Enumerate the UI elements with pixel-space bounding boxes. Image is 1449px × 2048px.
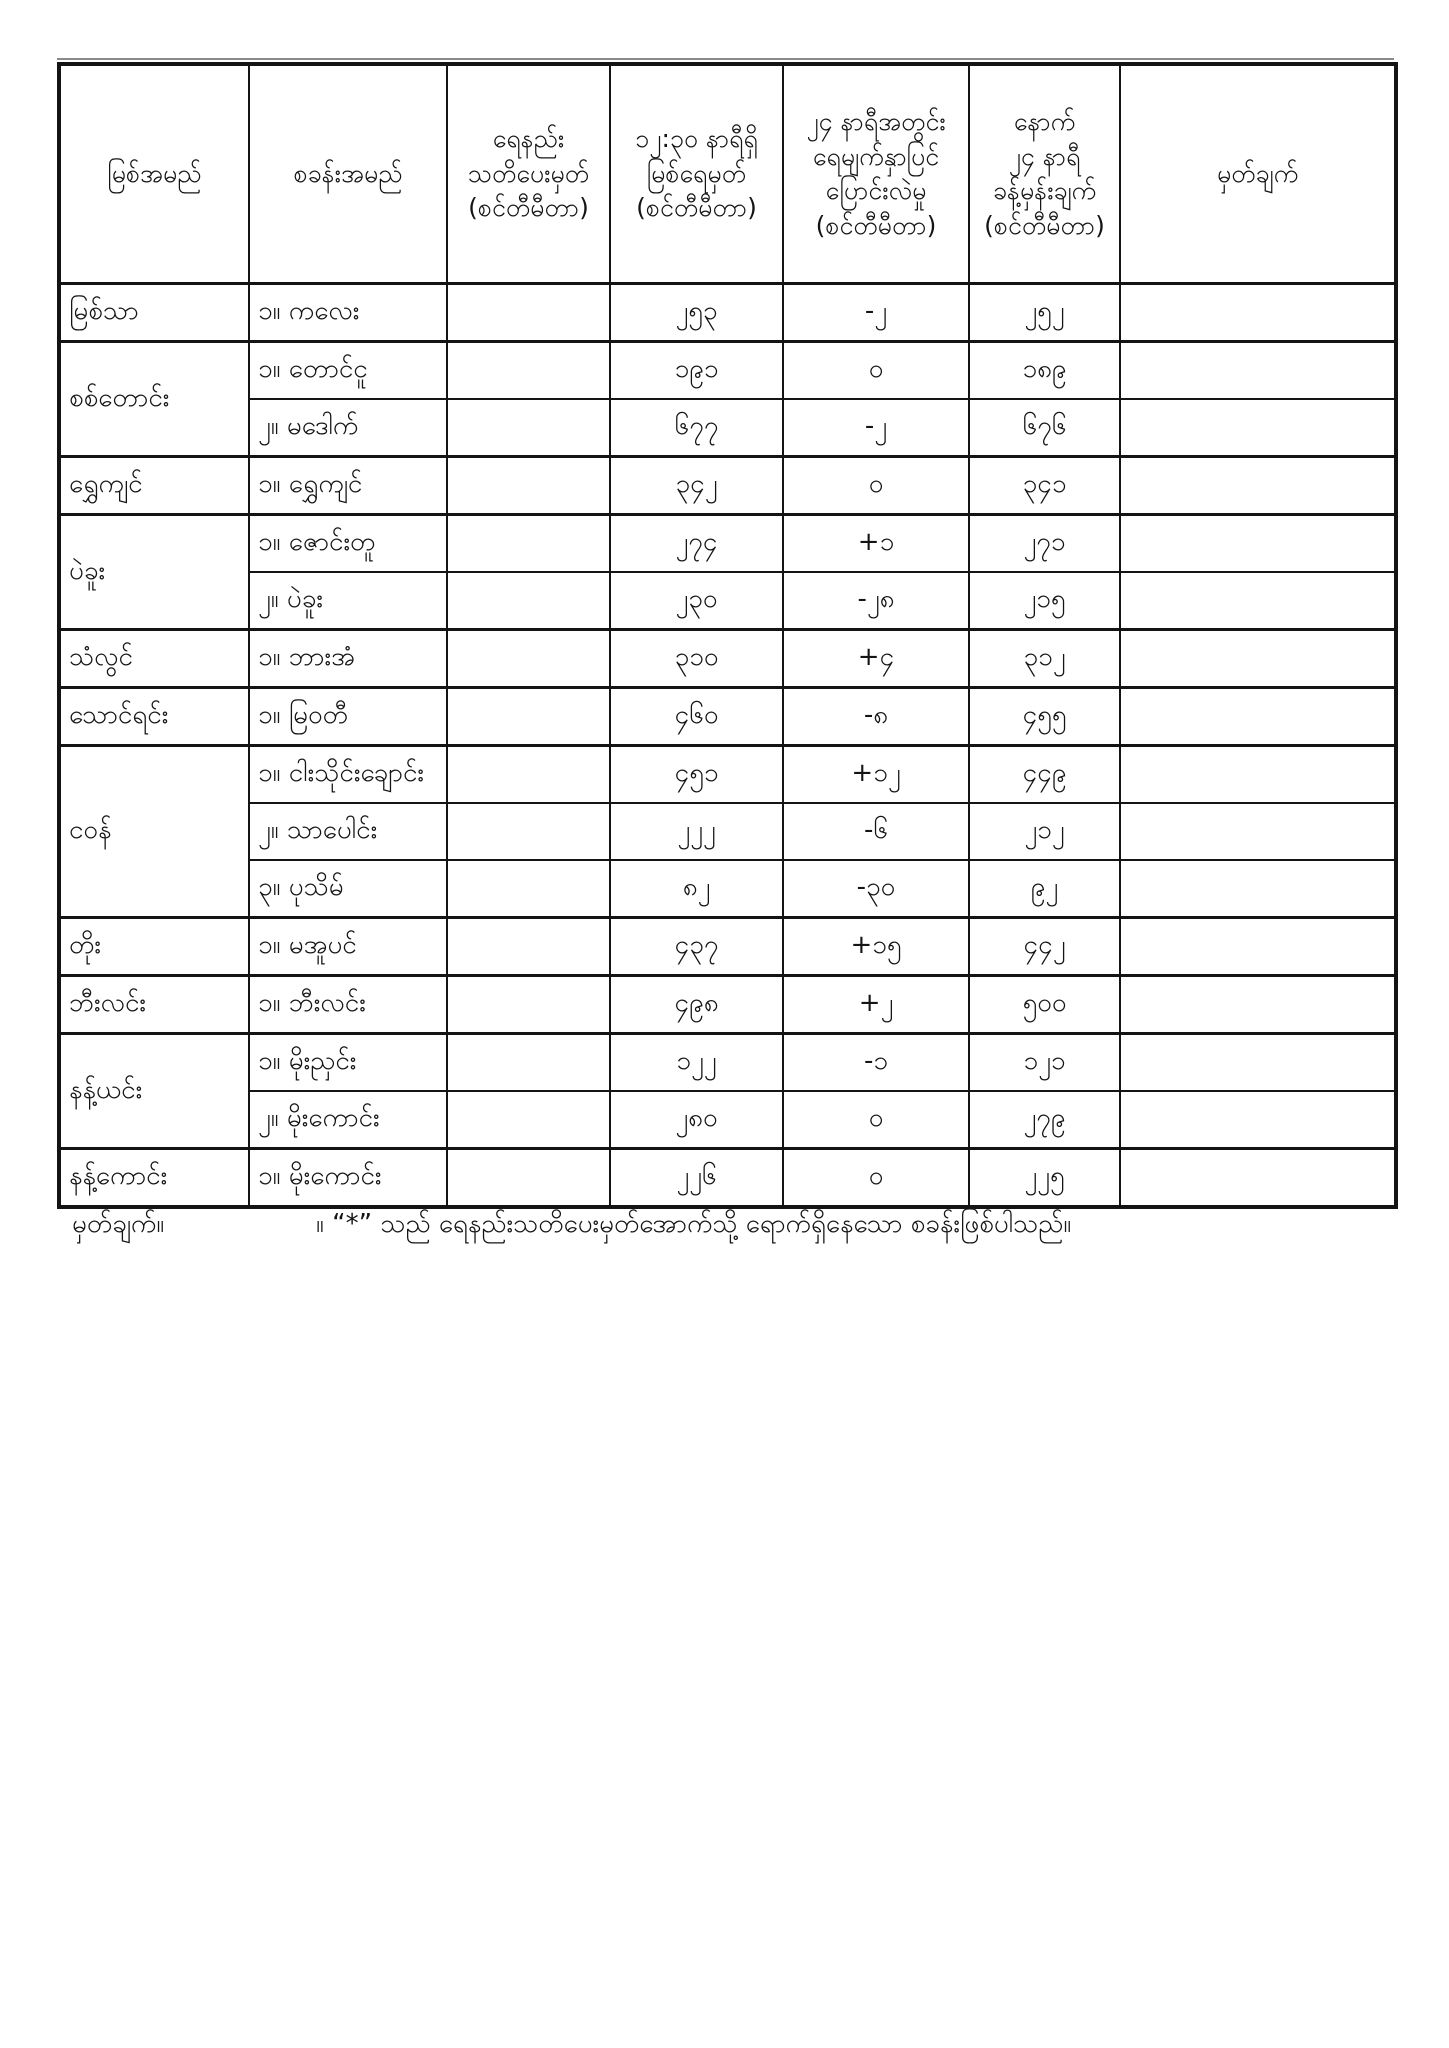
scan-artifact-line xyxy=(57,58,1394,60)
remark-cell xyxy=(1120,1091,1396,1149)
remark-cell xyxy=(1120,860,1396,918)
forecast-24h-cell: ၃၁၂ xyxy=(969,630,1120,688)
station-name-cell: ၁။ ရွှေကျင် xyxy=(249,457,447,515)
column-header-warning xyxy=(447,64,610,284)
warning-level-cell xyxy=(447,284,610,342)
remark-cell xyxy=(1120,572,1396,630)
river-name-cell: စစ်တောင်း xyxy=(59,342,249,457)
remark-cell xyxy=(1120,399,1396,457)
station-name-cell: ၂။ ပဲခူး xyxy=(249,572,447,630)
change-24h-cell: ၀ xyxy=(783,1091,969,1149)
station-name-cell: ၁။ ငါးသိုင်းချောင်း xyxy=(249,746,447,804)
station-name-cell: ၁။ တောင်ငူ xyxy=(249,342,447,400)
warning-level-cell xyxy=(447,1091,610,1149)
table-row xyxy=(59,1149,1396,1208)
table-row xyxy=(59,746,1396,804)
column-header-station xyxy=(249,64,447,284)
table-head xyxy=(59,64,1396,284)
change-24h-cell: +၂ xyxy=(783,976,969,1034)
warning-level-cell xyxy=(447,572,610,630)
river-name-cell: ဘီးလင်း xyxy=(59,976,249,1034)
forecast-24h-cell: ၉၂ xyxy=(969,860,1120,918)
column-header-line: ၂၄ နာရီအတွင်း xyxy=(806,107,946,136)
water-level-1230-cell: ၃၁၀ xyxy=(610,630,783,688)
station-name-cell: ၂။ သာပေါင်း xyxy=(249,803,447,860)
column-header-line: ၂၄ နာရီ xyxy=(1008,141,1081,171)
river-name-cell: နန့်ကောင်း xyxy=(59,1149,249,1208)
water-level-1230-cell: ၂၃၀ xyxy=(610,572,783,630)
column-header-line: မှတ်ချက် xyxy=(1216,158,1299,188)
table-row xyxy=(59,630,1396,688)
station-name-cell: ၁။ မိုးညှင်း xyxy=(249,1034,447,1092)
station-name-cell: ၂။ မိုးကောင်း xyxy=(249,1091,447,1149)
column-header-level xyxy=(610,64,783,284)
forecast-24h-cell: ၄၅၅ xyxy=(969,688,1120,746)
warning-level-cell xyxy=(447,457,610,515)
forecast-24h-cell: ၂၅၂ xyxy=(969,284,1120,342)
remark-cell xyxy=(1120,746,1396,804)
station-name-cell: ၃။ ပုသိမ် xyxy=(249,860,447,918)
river-name-cell: နန့်ယင်း xyxy=(59,1034,249,1149)
table-body xyxy=(59,284,1396,1208)
warning-level-cell xyxy=(447,1034,610,1092)
warning-level-cell xyxy=(447,860,610,918)
forecast-24h-cell: ၂၁၅ xyxy=(969,572,1120,630)
change-24h-cell: -၂ xyxy=(783,284,969,342)
footnote xyxy=(72,1206,1071,1245)
forecast-24h-cell: ၅၀၀ xyxy=(969,976,1120,1034)
water-level-1230-cell: ၁၉၁ xyxy=(610,342,783,400)
column-header-line: မြစ်ရေမှတ် xyxy=(646,158,747,188)
table-row xyxy=(59,342,1396,400)
column-header-line: သတိပေးမှတ် xyxy=(467,158,590,188)
table-row xyxy=(59,976,1396,1034)
table-row xyxy=(59,457,1396,515)
change-24h-cell: +၁၂ xyxy=(783,746,969,804)
column-header-line: (စင်တီမီတာ) xyxy=(815,210,937,240)
change-24h-cell: +၄ xyxy=(783,630,969,688)
footnote-label: မှတ်ချက်။ xyxy=(72,1209,165,1239)
remark-cell xyxy=(1120,1034,1396,1092)
table-row xyxy=(59,399,1396,457)
water-level-1230-cell: ၂၂၆ xyxy=(610,1149,783,1208)
water-level-1230-cell: ၁၂၂ xyxy=(610,1034,783,1092)
remark-cell xyxy=(1120,457,1396,515)
forecast-24h-cell: ၂၇၁ xyxy=(969,515,1120,573)
warning-level-cell xyxy=(447,976,610,1034)
water-level-1230-cell: ၂၈၀ xyxy=(610,1091,783,1149)
warning-level-cell xyxy=(447,918,610,976)
station-name-cell: ၂။ မဒေါက် xyxy=(249,399,447,457)
water-level-1230-cell: ၄၃၇ xyxy=(610,918,783,976)
table-row xyxy=(59,515,1396,573)
remark-cell xyxy=(1120,284,1396,342)
table-row xyxy=(59,918,1396,976)
column-header-line: နောက် xyxy=(1013,107,1076,136)
column-header-river xyxy=(59,64,249,284)
remark-cell xyxy=(1120,688,1396,746)
water-level-1230-cell: ၄၉၈ xyxy=(610,976,783,1034)
river-name-cell: ပဲခူး xyxy=(59,515,249,630)
column-header-line: ရေမျက်နှာပြင် xyxy=(812,141,940,171)
table-row xyxy=(59,284,1396,342)
river-name-cell: တိုး xyxy=(59,918,249,976)
table-row xyxy=(59,803,1396,860)
forecast-24h-cell: ၂၁၂ xyxy=(969,803,1120,860)
change-24h-cell: -၂ xyxy=(783,399,969,457)
warning-level-cell xyxy=(447,342,610,400)
water-level-1230-cell: ၂၂၂ xyxy=(610,803,783,860)
column-header-change xyxy=(783,64,969,284)
river-name-cell: မြစ်သာ xyxy=(59,284,249,342)
change-24h-cell: -၁ xyxy=(783,1034,969,1092)
station-name-cell: ၁။ ဘီးလင်း xyxy=(249,976,447,1034)
forecast-24h-cell: ၆၇၆ xyxy=(969,399,1120,457)
remark-cell xyxy=(1120,630,1396,688)
remark-cell xyxy=(1120,803,1396,860)
remark-cell xyxy=(1120,918,1396,976)
column-header-line: ၁၂:၃၀ နာရီရှိ xyxy=(635,124,758,154)
change-24h-cell: ၀ xyxy=(783,457,969,515)
table-row xyxy=(59,1034,1396,1092)
change-24h-cell: ၀ xyxy=(783,342,969,400)
column-header-remark xyxy=(1120,64,1396,284)
table-row xyxy=(59,860,1396,918)
water-level-1230-cell: ၂၅၃ xyxy=(610,284,783,342)
table-row xyxy=(59,1091,1396,1149)
warning-level-cell xyxy=(447,399,610,457)
column-header-line: (စင်တီမီတာ) xyxy=(468,193,589,223)
river-name-cell: သောင်ရင်း xyxy=(59,688,249,746)
change-24h-cell: +၁ xyxy=(783,515,969,573)
change-24h-cell: -၃၀ xyxy=(783,860,969,918)
remark-cell xyxy=(1120,342,1396,400)
warning-level-cell xyxy=(447,515,610,573)
table-row xyxy=(59,572,1396,630)
river-water-level-table xyxy=(57,62,1398,1209)
forecast-24h-cell: ၄၄၂ xyxy=(969,918,1120,976)
column-header-forecast xyxy=(969,64,1120,284)
table-row xyxy=(59,688,1396,746)
footnote-text: ။ “*” သည် ရေနည်းသတိပေးမှတ်အောက်သို့ ရောက်ရှိနေသော စခန်းဖြစ်ပါသည်။ xyxy=(316,1209,1072,1239)
station-name-cell: ၁။ ကလေး xyxy=(249,284,447,342)
warning-level-cell xyxy=(447,803,610,860)
warning-level-cell xyxy=(447,630,610,688)
change-24h-cell: -၂၈ xyxy=(783,572,969,630)
column-header-line: စခန်းအမည် xyxy=(293,158,403,188)
warning-level-cell xyxy=(447,1149,610,1208)
station-name-cell: ၁။ မိုးကောင်း xyxy=(249,1149,447,1208)
remark-cell xyxy=(1120,1149,1396,1208)
column-header-line: (စင်တီမီတာ) xyxy=(984,210,1105,240)
remark-cell xyxy=(1120,976,1396,1034)
column-header-line: ပြောင်းလဲမှု xyxy=(825,176,927,205)
forecast-24h-cell: ၁၂၁ xyxy=(969,1034,1120,1092)
water-level-1230-cell: ၄၅၁ xyxy=(610,746,783,804)
change-24h-cell: -၈ xyxy=(783,688,969,746)
water-level-1230-cell: ၄၆၀ xyxy=(610,688,783,746)
forecast-24h-cell: ၃၄၁ xyxy=(969,457,1120,515)
forecast-24h-cell: ၄၄၉ xyxy=(969,746,1120,804)
table-header-row xyxy=(59,64,1396,284)
column-header-line: (စင်တီမီတာ) xyxy=(636,193,757,223)
station-name-cell: ၁။ မအူပင် xyxy=(249,918,447,976)
water-level-1230-cell: ၃၄၂ xyxy=(610,457,783,515)
column-header-line: ခန့်မှန်းချက် xyxy=(992,176,1097,205)
forecast-24h-cell: ၂၇၉ xyxy=(969,1091,1120,1149)
station-name-cell: ၁။ ဇောင်းတူ xyxy=(249,515,447,573)
station-name-cell: ၁။ မြဝတီ xyxy=(249,688,447,746)
column-header-line: ရေနည်း xyxy=(492,124,565,154)
change-24h-cell: -၆ xyxy=(783,803,969,860)
change-24h-cell: +၁၅ xyxy=(783,918,969,976)
forecast-24h-cell: ၂၂၅ xyxy=(969,1149,1120,1208)
river-name-cell: ရွှေကျင် xyxy=(59,457,249,515)
column-header-line: မြစ်အမည် xyxy=(107,158,202,188)
station-name-cell: ၁။ ဘားအံ xyxy=(249,630,447,688)
water-level-1230-cell: ၈၂ xyxy=(610,860,783,918)
river-name-cell: သံလွင် xyxy=(59,630,249,688)
remark-cell xyxy=(1120,515,1396,573)
warning-level-cell xyxy=(447,746,610,804)
water-level-1230-cell: ၆၇၇ xyxy=(610,399,783,457)
warning-level-cell xyxy=(447,688,610,746)
river-name-cell: ငဝန် xyxy=(59,746,249,918)
forecast-24h-cell: ၁၈၉ xyxy=(969,342,1120,400)
change-24h-cell: ၀ xyxy=(783,1149,969,1208)
water-level-1230-cell: ၂၇၄ xyxy=(610,515,783,573)
